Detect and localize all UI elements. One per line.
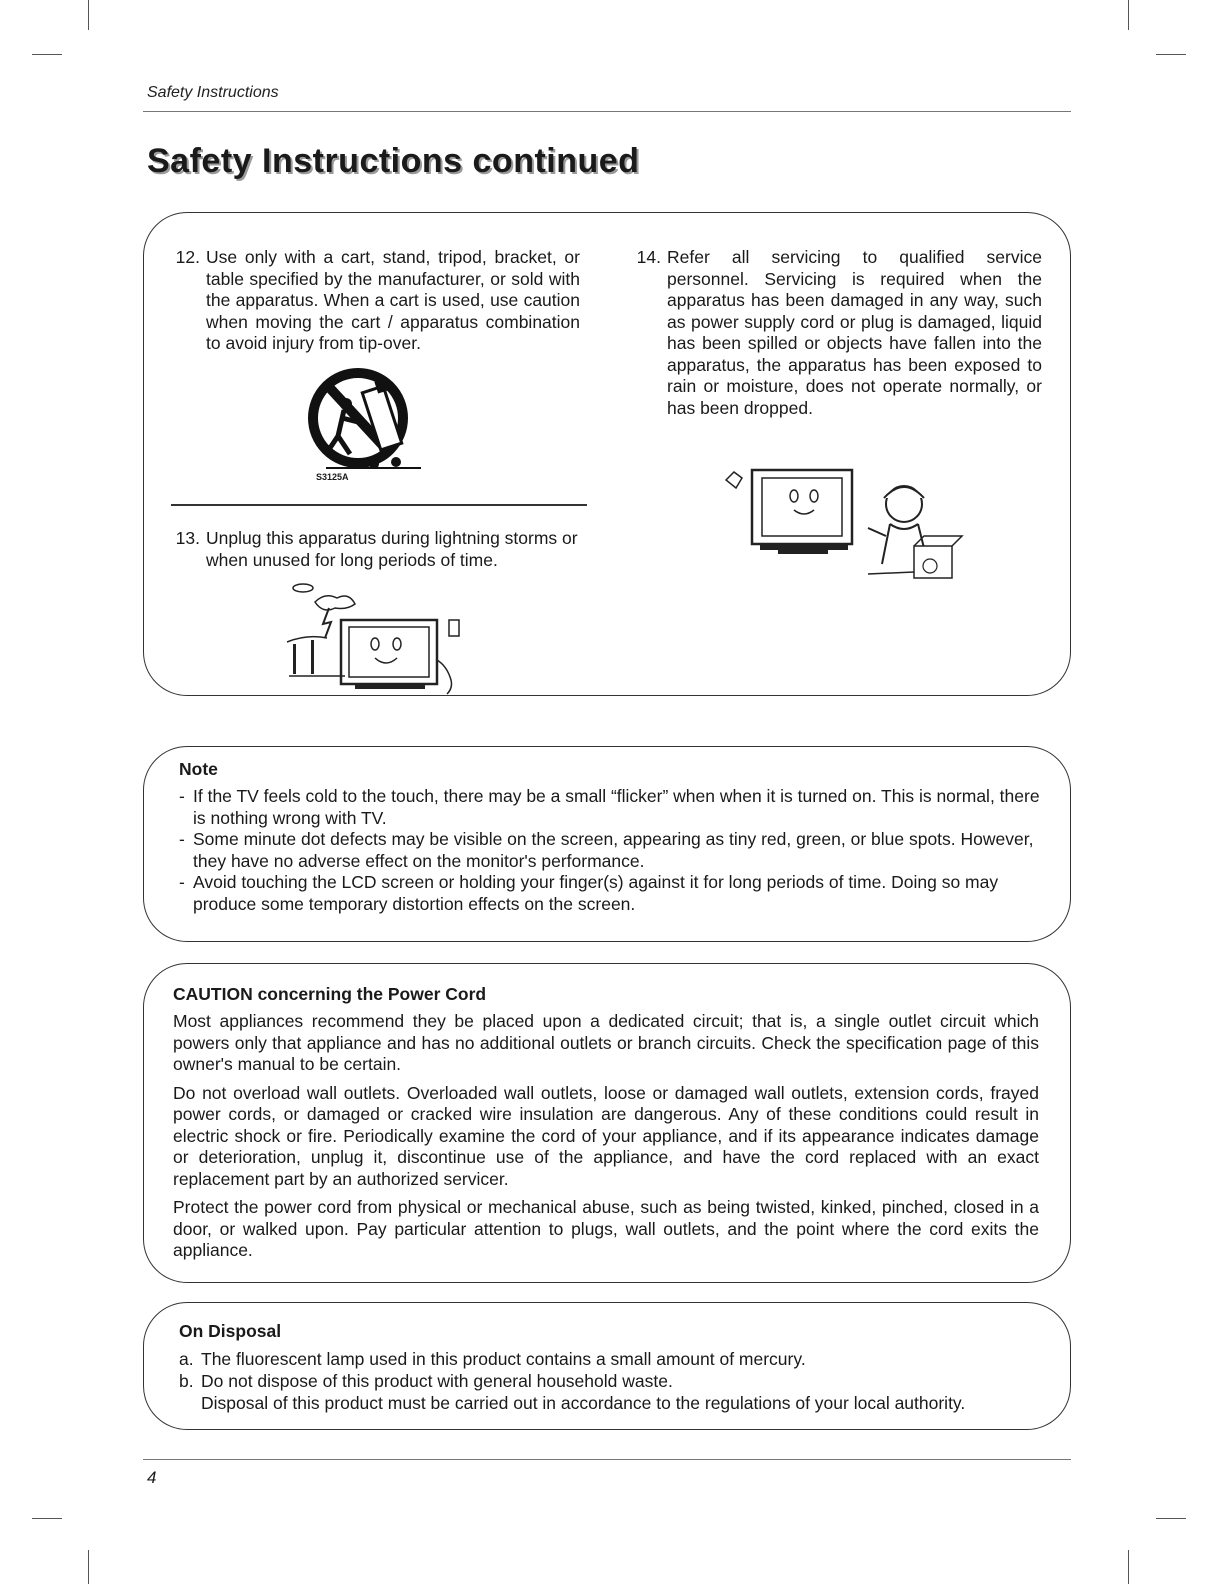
crop-mark [88,0,89,30]
bullet-dash: - [179,786,185,806]
running-head: Safety Instructions [147,84,279,101]
disposal-item [179,1348,1049,1370]
instruction-text: Unplug this apparatus during lightning storms or when unused for long periods of time. [206,528,578,570]
instruction-14 [627,247,1042,419]
page-title: Safety Instructions continued [147,142,640,180]
instruction-12 [166,247,580,355]
instruction-text: Refer all servicing to qualified service personnel. Servicing is required when the apparatus has been damaged in any way, such as power supply cord or plug is damaged, liquid has been spilled or objects have fallen into the apparatus, the apparatus has been exposed to rain or moisture, does not operate normally, or has been dropped. [667,247,1042,418]
caution-paragraph: Most appliances recommend they be placed upon a dedicated circuit; that is, a single outlet circuit which powers only that appliance and has no additional outlets or branch circuits. Check the specification page of this owner's manual to be certain. [173,1011,1039,1074]
lightning-unplug-figure [285,580,475,698]
crop-mark [88,1550,89,1584]
caution-frame [143,963,1071,1283]
crop-mark [1156,54,1186,55]
footer-rule [143,1459,1071,1460]
instruction-13 [166,528,580,571]
disposal-footnote-text: Disposal of this product must be carried out in accordance to the regulations of your local authority. [201,1393,966,1413]
crop-mark [1156,1518,1186,1519]
disposal-title: On Disposal [179,1321,282,1341]
instruction-text: Use only with a cart, stand, tripod, bracket, or table specified by the manufacturer, or sold with the apparatus. When a cart is used, use caution when moving the cart / apparatus combination to avoid injury from tip-over. [206,247,580,353]
tv-lightning-icon [285,580,475,698]
note-frame [143,746,1071,942]
bullet-dash: - [179,872,185,892]
disposal-item [179,1370,1049,1392]
instruction-number: 12. [175,247,200,267]
caution-paragraph: Protect the power cord from physical or mechanical abuse, such as being twisted, kinked, pinched, closed in a door, or walked upon. Pay particular attention to plugs, wall outlets, and the point where the cord exits the appliance. [173,1197,1039,1260]
disposal-item-text: The fluorescent lamp used in this product contains a small amount of mercury. [201,1349,806,1369]
note-item [179,829,1047,872]
disposal-item-text: Do not dispose of this product with general household waste. [201,1371,673,1391]
servicing-technician-figure [718,462,978,592]
header-rule [143,111,1071,112]
disposal-frame [143,1302,1071,1430]
crop-mark [1128,0,1129,30]
figure-label: S3125A [316,472,349,482]
note-item-text: Some minute dot defects may be visible on the screen, appearing as tiny red, green, or blue spots. However, they have no adverse effect on the monitor's performance. [193,829,1034,871]
crop-mark [1128,1550,1129,1584]
item-label: a. [179,1349,194,1369]
crop-mark [32,54,62,55]
caution-title: CAUTION concerning the Power Cord [173,984,487,1004]
instruction-number: 14. [636,247,661,267]
page-number: 4 [147,1468,157,1487]
crop-mark [32,1518,62,1519]
note-title: Note [179,759,218,779]
note-item-text: If the TV feels cold to the touch, there may be a small “flicker” when when it is turned on. This is normal, there is nothing wrong with TV. [193,786,1040,828]
item-label: b. [179,1371,194,1391]
bullet-dash: - [179,829,185,849]
caution-paragraph: Do not overload wall outlets. Overloaded wall outlets, loose or damaged wall outlets, extension cords, frayed power cords, or damaged or cracked wire insulation are dangerous. Any of these conditions could result in electric shock or fire. Periodically examine the cord of your appliance, and if its appearance indicates damage or deterioration, unplug it, discontinue use of the appliance, and have the cord replaced with an exact replacement part by an authorized servicer. [173,1082,1039,1189]
disposal-footnote [179,1392,1049,1414]
note-item [179,786,1047,829]
cart-tip-over-warning-figure [296,366,446,492]
tv-technician-icon [718,462,978,592]
instruction-separator [171,504,587,506]
note-item [179,872,1047,915]
instruction-number: 13. [175,528,200,548]
note-item-text: Avoid touching the LCD screen or holding your finger(s) against it for long periods of time. Doing so may produce some temporary distortion effects on the screen. [193,872,999,914]
